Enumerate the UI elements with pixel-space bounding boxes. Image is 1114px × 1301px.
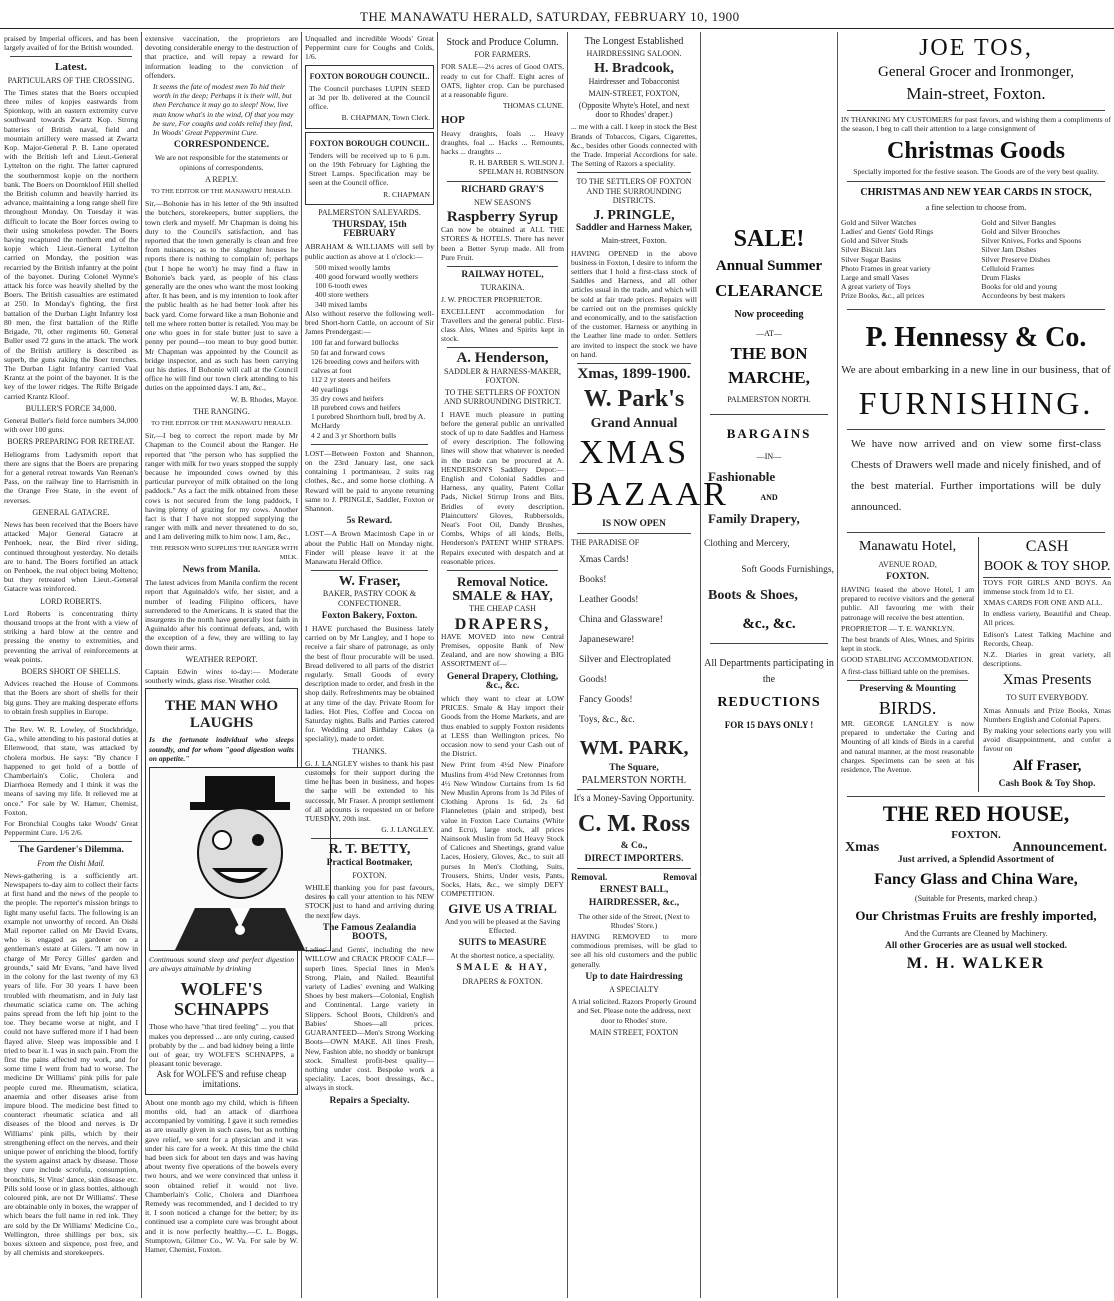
fifteen-days: FOR 15 DAYS ONLY !: [724, 720, 814, 730]
tos-item: Large and small Vases: [841, 273, 909, 283]
poem: It seems the fate of modest men To hid their worth in the deep; Perhaps it is their will, but then Perchance it may go to sleep! Now, live man know what's in the wind, Of that you may be sure, For coughs and colds relief they find, In Woods' Great Peppermint Cure.: [153, 82, 294, 138]
pringle-settlers: TO THE SETTLERS OF FOXTON AND THE SURROUNDING DISTRICTS.: [576, 177, 692, 205]
hotel-stabling: GOOD STABLING ACCOMMODATION.: [841, 655, 974, 665]
cards-subheading: a fine selection to choose from.: [925, 202, 1027, 212]
xmas-year: Xmas, 1899-1900.: [577, 366, 691, 383]
railway-text: EXCELLENT accommodation for Travellers and the general public. First-class Ales, Wines and Spirits kept in stock.: [441, 306, 564, 344]
toys-text: TOYS FOR GIRLS AND BOYS. An immense stock from 1d to £1.: [983, 577, 1111, 596]
hennessy-text: We have now arrived and on view some first-class Chests of Drawers well made and nicely finished, and of the best material. Further importations will be duly announced.: [851, 437, 1101, 513]
sale-item: 400 good forward woolly wethers: [315, 272, 418, 282]
gray-text: Can now be obtained at ALL THE STORES & HOTELS. There has never been a Better Syrup made. All from Pure Fruit.: [441, 225, 564, 262]
hotel-address: AVENUE ROAD,: [878, 559, 937, 569]
column-divider: [567, 32, 568, 1298]
trial-heading: GIVE US A TRIAL: [448, 901, 557, 917]
announcement-label: Announcement.: [1012, 840, 1107, 856]
tos-subheading: General Grocer and Ironmonger,: [878, 64, 1074, 80]
thanks-signature: G. J. LANGLEY.: [381, 825, 434, 835]
railway-heading: RAILWAY HOTEL,: [461, 270, 544, 281]
suits-heading: SUITS to MEASURE: [458, 938, 547, 949]
stock-subheading: FOR FARMERS.: [474, 50, 531, 60]
red-house-text: Just arrived, a Splendid Assortment of: [897, 855, 1055, 866]
railway-subheading: TURAKINA.: [480, 283, 525, 293]
sale-item: 4 2 and 3 yr Shorthorn bulls: [311, 430, 397, 440]
speciality: A SPECIALTY: [609, 984, 659, 994]
cards-text: In endless variety, Beautiful and Cheap. All prices.: [983, 609, 1111, 628]
article-text: extensive vaccination, the proprietors are devoting considerable energy to the destruction of that practice, and will repay a reward for information leading to the conviction of offenders.: [145, 34, 298, 80]
heading-gardener: The Gardener's Dilemma.: [18, 845, 124, 856]
article-text: Lord Roberts is concentrating thirty thousand troops at the front with a view of striking a hard blow at the centre and pressing the enemy to extremities, and preventing the arrival of reinforcements at weak points.: [4, 608, 138, 664]
notice-heading: FOXTON BOROUGH COUNCIL.: [309, 138, 430, 148]
tos-item: Silver Jam Dishes: [981, 245, 1037, 255]
bradcook-address: MAIN-STREET, FOXTON,: [588, 88, 680, 98]
tos-item: Gold and Silver Brooches: [981, 227, 1061, 237]
bon-marche: THE BON MARCHE,: [728, 344, 810, 387]
ball-subheading: HAIRDRESSER, &c.,: [588, 898, 680, 909]
sale-item: 18 purebred cows and heifers: [311, 402, 401, 412]
xmas-bazaar: XMAS BAZAAR: [571, 433, 729, 513]
article-text: Unqualled and incredible Woods' Great Peppermint cure for Coughs and Colds, 1/6.: [305, 34, 434, 62]
pringle-address: Main-street, Foxton.: [601, 236, 667, 246]
tos-item: Gold and Silver Watches: [841, 217, 917, 227]
and-label: AND: [760, 493, 778, 502]
zealandia-text: Ladies' and Gents', including the new WILLOW and CRACK PROOF CALF—superb lines. Special lines in Men's Strong, Plain, and Nailed. Beautiful variety of Ladies' evening and Walking Shoes by best makers—Colonial, English and Continental. Large variety in Slippers. School Boots, Children's and Babies' Shoes—all prices. GUARANTEED—Men's Strong Working Boots—OWN MAKE. All lines Fresh, New, Fashion able, no shoddy or bankrupt stock. Smallest profit-best quality—nothing under cost. Bespoke work a speciality. Laces, boot dressings, &c., always in stock.: [305, 945, 434, 1093]
hotel-town: FOXTON.: [886, 571, 929, 582]
tos-address: Main-street, Foxton.: [906, 84, 1046, 103]
red-house-town: FOXTON.: [951, 828, 1001, 841]
column-correspondence: [145, 34, 298, 1296]
henderson-settlers: TO THE SETTLERS OF FOXTON AND SURROUNDING DISTRICT.: [444, 388, 561, 407]
subheading-shells: BOERS SHORT OF SHELLS.: [21, 667, 121, 676]
henderson-subheading: SADDLER & HARNESS-MAKER, FOXTON.: [443, 366, 562, 385]
betty-town: FOXTON.: [352, 870, 387, 880]
letter-address: TO THE EDITOR OF THE MANAWATU HERALD.: [151, 188, 292, 196]
toy-shop-heading: BOOK & TOY SHOP.: [983, 557, 1111, 578]
lost-notice: LOST—A Brown Macintosh Cape in or about the Public Hall on Monday night. Finder will please leave it at the Manawatu Herald Office.: [305, 529, 434, 566]
bazaar-item: Silver and Electroplated Goods!: [579, 654, 671, 685]
tos-item: Celluloid Frames: [981, 263, 1034, 273]
hotel-text: The best brands of Ales, Wines, and Spirits kept in stock.: [841, 635, 975, 654]
stock-heading: Stock and Produce Column.: [446, 37, 559, 48]
hennessy-heading: P. Hennessy & Co.: [865, 321, 1087, 353]
family-drapery: Family Drapery,: [708, 511, 800, 526]
bazaar-item: Fancy Goods!: [579, 694, 633, 705]
zealandia-heading: The Famous Zealandia BOOTS,: [322, 922, 417, 943]
bazaar-item: Books!: [579, 574, 607, 585]
drapery-line: Soft Goods Furnishings,: [741, 565, 834, 575]
column-ads-park: [571, 34, 729, 1296]
annuals-text: Xmas Annuals and Prize Books, Xmas Numbers English and Colonial Papers.: [983, 705, 1111, 724]
bradcook-address: (Opposite Whyte's Hotel, and next door to Rhodes' draper.): [578, 101, 690, 120]
hotel-text: HAVING leased the above Hotel, I am prepared to receive visitors and the general public. All favouring me with their patronage will receive the best attention.: [841, 585, 975, 622]
removal-label: Removal.: [571, 871, 608, 882]
tos-item: Ladies' and Gents' Gold Rings: [841, 227, 934, 237]
other-groceries: All other Groceries are as usual well stocked.: [884, 940, 1068, 951]
tos-item: Silver Preserve Dishes: [981, 254, 1051, 264]
notice-heading: FOXTON BOROUGH COUNCIL.: [309, 71, 430, 81]
article-text: The Times states that the Boers occupied three miles of kopjes eastwards from Spionkop, with an eastern extremity curve southward towards Zwartz Kop. Strong batteries of British naval, field and mountain artillery were massed at Zwartz Kop. Major-General P. B. Lane operated with the British left and Lieut.-General Lyttelton on the right. The latter captured the southernmost kopje on the northern bank. The Boers on Doornkloof Hill shelled the British column and heavily harried its advance, maintaining a long range shell fire throughout Monday. On Tuesday it was difficult to locate the Boer forces owing to their using smokeless powder. The Boers having recaptured the northern end of the kopje which Lieut.-General Lyttelton carried on Monday, the position was recarried by the British infantry at the point of the bayonet. During Colonel Wynne's attack his force was heavily shelled by the Boers. The British casualties are estimated at 250. In Monday's fighting, the first battalion of the Durban Light Infantry lost 80 men, the first battalion of the Rifle Brigade, 70, other regiments 60. General Buller used 72 guns in the attack. The work of the British artillery is described as superb, the guns raking the Boer trenches. The Durban Light Infantry carried Vaal Krantz at the point of the bayonet. It is the key of the lower ridges. The Rifle Brigade carried Krantz Kloof.: [4, 87, 138, 401]
now-open: IS NOW OPEN: [602, 518, 666, 529]
column-divider: [141, 32, 142, 1298]
sale-item: 35 dry cows and heifers: [311, 393, 384, 403]
letter-signature: W. B. Rhodes, Mayor.: [230, 394, 298, 404]
gray-heading: RICHARD GRAY'S: [461, 184, 544, 195]
sale-text: Also without reserve the following well-bred Short-horn Cattle, on account of Sir James Prendergast:—: [305, 308, 434, 337]
uptodate-heading: Up to date Hairdressing: [585, 971, 683, 982]
smale-heading: SMALE & HAY,: [452, 589, 553, 605]
subheading-source: From the Oishi Mail.: [37, 858, 105, 868]
ball-text: The other side of the Street, (Next to Rhodes' Store.): [578, 911, 690, 930]
article-intro: praised by Imperial officers, and has been largely availed of for the British wounded.: [4, 34, 138, 53]
now-proceeding: Now proceeding: [734, 309, 804, 320]
birds: BIRDS.: [878, 698, 937, 719]
henderson-text: I HAVE much pleasure in putting before the general public an unrivalled stock of up to date Saddles and Harness of every description. The following lines will show that whatever is needed in the trade can be procured at A. HENDERSON'S Saddlery Depot:—English and Colonial Saddles and Harness, any quality, Patent Collar Pads, Nickel Stirrup Irons and Bits, Bridles of every description, Plaincutters' Gloves, Rubbersolds, Neat's Foot Oil, Dandy Brushes, Combs, Whips of all kinds, Bells, Henderson's PATENT WHIP STRAPS. Repairs executed with despatch and at reasonable prices.: [441, 409, 564, 566]
ad-caption: Continuous sound sleep and perfect digestion are always attainable by drinking: [149, 955, 294, 974]
red-house: THE RED HOUSE,: [882, 800, 1070, 826]
raspberry-heading: Raspberry Syrup: [446, 209, 559, 226]
tos-item: Silver Biscuit Jars: [841, 245, 897, 255]
smale-subheading: THE CHEAP CASH: [469, 604, 536, 614]
fancy-glass: Fancy Glass and China Ware,: [874, 870, 1078, 888]
reward-heading: 5s Reward.: [346, 516, 393, 527]
article-text: News has been received that the Boers have attacked Major General Gatacre at Penhoek, near, the Bird river siding, continued throughout yesterday. No details are to hand. The Boers fortified an attack on Penhoek, the real object being Molteno; but they retreated when Lieut.-General Gatacre was reinforced.: [4, 519, 138, 594]
christmas-goods: Christmas Goods: [886, 138, 1066, 165]
column-divider: [700, 32, 701, 1298]
subheading-gatacre: GENERAL GATACRE.: [32, 507, 110, 517]
article-text: General Buller's field force numbers 34,000 with over 100 guns.: [4, 415, 138, 435]
article-text: Captain Edwin wires to-day:— Moderate southerly winds, glass rise. Weather cold.: [145, 667, 298, 686]
bargains: BARGAINS: [726, 426, 812, 441]
birds-heading: Preserving & Mounting: [859, 683, 956, 694]
ball-heading: ERNEST BALL,: [599, 885, 669, 896]
sale-heading: SALE!: [733, 226, 805, 252]
ad-footer: Ask for WOLFE'S and refuse cheap imitations.: [156, 1069, 287, 1089]
masthead-title: THE MANAWATU HERALD, SATURDAY, FEBRUARY 10, 1900: [360, 9, 740, 24]
xmas-label: Xmas: [845, 840, 880, 856]
column-merchants: [841, 34, 1111, 1296]
bazaar-item: Japaneseware!: [579, 634, 635, 645]
stock-items: Heavy draughts, foals ... Heavy draughts, foal ... Hacks ... Remounts, hacks ... draughts ...: [441, 128, 564, 157]
tos-item: Silver Sugar Basins: [841, 254, 901, 264]
sale-item: 126 breeding cows and heifers with calves at foot: [311, 356, 420, 376]
direct-importers: DIRECT IMPORTERS.: [584, 853, 684, 864]
hotel-proprietor: PROPRIETOR — T. E. WANKLYN.: [841, 623, 955, 633]
tos-item: Books for old and young: [981, 282, 1057, 292]
cm-ross: C. M. Ross: [578, 810, 690, 837]
bazaar-item: Leather Goods!: [579, 594, 639, 605]
bradcook-text: ... me with a call. I keep in stock the Best Brands of Tobaccos, Cigars, Cigarettes, &c., besides other Goods connected with the Trade. Imperial Accordions for sale. The Setting of Razors a speciality.: [571, 122, 697, 169]
hotel-heading: Manawatu Hotel,: [858, 538, 957, 554]
fraser-subheading: BAKER, PASTRY COOK & CONFECTIONER.: [322, 589, 417, 608]
tos-item: Gold and Silver Bangles: [981, 217, 1056, 227]
subheading-boers: BOERS PREPARING FOR RETREAT.: [7, 437, 135, 447]
money-saving: It's a Money-Saving Opportunity.: [573, 793, 695, 804]
fraser-heading: W. Fraser,: [338, 574, 401, 590]
stock-text: FOR SALE—2½ acres of Good OATS, ready to cut for Chaff. Eight acres of OATS, lighter crop. Can be purchased at a reasonable figure.: [441, 62, 564, 100]
alf-fraser: Alf Fraser,: [1012, 757, 1082, 774]
longest-subheading: HAIRDRESSING SALOON.: [586, 49, 682, 59]
paradise-heading: THE PARADISE OF: [571, 537, 640, 547]
removal-heading: Removal Notice.: [457, 573, 548, 589]
article-text: Advices reached the House of Commons that the Boers are short of shells for their big guns. They are making desperate efforts to obtain fresh supplies in Europe.: [4, 679, 138, 716]
tos-item: Silver Knives, Forks and Spoons: [981, 236, 1082, 246]
in-label: —IN—: [756, 452, 782, 461]
furnishing: FURNISHING.: [858, 384, 1094, 421]
park-square: The Square,: [609, 762, 659, 773]
letter-text: Sir,—I beg to correct the report made by Mr Chapman to the Council about the Ranger. He reported that "the person who has supplied the ranger with milk for two years stopped the supply because he impounded cows owned by this particular purveyor of milk obtained on the long paddock." As a fact the milk obtained from these cows is not secured from the long paddock, I having plenty of grazing for my cows. Another fact is that I have not stopped supplying the ranger with milk and never threatened to do so, and I am delivering milk to him now. I am, &c.,: [145, 431, 298, 542]
ad-text: Those who have "that tired feeling" ... you that makes you depressed ... are only curing, caused probably by the ... and bad kidney being a little out of gear, try WOLFE'S SCHNAPPS, a pleasant tonic beverage.: [149, 1022, 294, 1069]
park-heading: W. Park's: [583, 386, 685, 413]
ball-street: MAIN STREET, FOXTON: [589, 1027, 679, 1037]
letter-address: TO THE EDITOR OF THE MANAWATU HERALD.: [151, 419, 292, 427]
fraser-bakery: Foxton Bakery, Foxton.: [321, 610, 418, 621]
suitable-text: (Suitable for Presents, marked cheap.): [914, 893, 1038, 903]
tos-item: Photo Frames in great variety: [841, 263, 931, 273]
sale-item: 40 yearlings: [311, 384, 349, 394]
fashionable: Fashionable: [708, 469, 776, 484]
column-divider: [437, 32, 438, 1298]
heading-correspondence: CORRESPONDENCE.: [173, 140, 270, 151]
column-divider: [837, 32, 838, 1298]
railway-proprietor: J. W. PROCTER PROPRIETOR.: [441, 295, 543, 305]
henderson-heading: A. Henderson,: [456, 350, 549, 367]
column-bon-marche: [704, 34, 834, 1296]
fraser-text: I HAVE purchased the Business lately carried on by Mr Langley, and I hope to receive a fair share of patronage, as only the best of flour procurable will be used. Bread delivered to all parts of the district regularly. Small Goods of every description made to order, and fresh in the shop daily. Refreshments may be obtained at any time of the day. Private Room for ladies. Hot Pies, Coffee and Cocoa on Saturday nights. Balls and Parties catered for. Wedding and Birthday Cakes (a speciality), made to order.: [305, 623, 434, 744]
park-town: PALMERSTON NORTH.: [581, 775, 687, 787]
smale-footer: SMALE & HAY,: [456, 963, 549, 974]
article-text: For Bronchial Coughs take Woods' Great Peppermint Cure. 1/6 2/6.: [4, 819, 138, 838]
sale-item: 100 fat and forward bullocks: [311, 338, 399, 348]
thanks-heading: THANKS.: [352, 746, 387, 756]
subheading-crossing: PARTICULARS OF THE CROSSING.: [7, 75, 135, 85]
smale-goods: General Drapery, Clothing, &c., &c.: [446, 671, 559, 691]
notice-text: The Council purchases LUPIN SEED at 3d per lb. delivered at the Council office.: [309, 83, 430, 112]
notice-signature: B. CHAPMAN, Town Clerk.: [341, 113, 430, 123]
thanks-text: G. J. LANGLEY wishes to thank his past customers for their support during the time he has been in business, and hopes the same will be extended to his successor, Mr Fraser. A prompt settlement of all accounts is requested on or before TUESDAY, 20th inst.: [305, 758, 434, 824]
sale-item: 112 2 yr steers and heifers: [311, 375, 391, 385]
bon-marche-town: PALMERSTON NORTH.: [727, 395, 811, 404]
ad-brand: WOLFE'S SCHNAPPS: [173, 979, 269, 1020]
column-divider: [301, 32, 302, 1298]
drapers-heading: DRAPERS,: [454, 615, 551, 633]
walker-signature: M. H. WALKER: [906, 955, 1046, 973]
tos-item: Drum Flasks: [981, 273, 1021, 283]
betty-heading: R. T. BETTY,: [328, 842, 411, 858]
hennessy-text: We are about embarking in a new line in our business, that of: [841, 363, 1111, 376]
wm-park: WM. PARK,: [579, 736, 689, 759]
smale-footer-sub: DRAPERS & FOXTON.: [462, 976, 543, 986]
stock-names: R. H. BARBER S. WILSON J. SPELMAN H. ROBINSON: [469, 158, 564, 177]
column-news-war: [4, 34, 138, 1296]
cash-heading: CASH: [1025, 537, 1069, 555]
column-stores: [441, 34, 564, 1296]
betty-text: WHILE thanking you for past favours, desires to call your attention to his NEW STOCK just to hand and arriving during the next few days.: [305, 883, 434, 920]
subheading-buller: BULLER'S FORCE 34,000.: [25, 403, 117, 413]
langley-text: MR. GEORGE LANGLEY is now prepared to undertake the Curing and Mounting of all kinds of Birds in a careful and natural manner, at the most reasonable charges. Specimens can be seen at his residence, The Avenue.: [841, 719, 975, 775]
wolfe-schnapps-ad: [145, 688, 298, 1094]
bazaar-item: China and Glassware!: [579, 614, 663, 625]
heading-manila: News from Manila.: [182, 564, 261, 575]
xmas-presents: Xmas Presents: [1002, 672, 1092, 689]
tos-text: Specially imported for the festive season. The Goods are of the very best quality.: [853, 167, 1099, 177]
sale-date: THURSDAY, 15th FEBRUARY: [332, 220, 407, 240]
sale-item: 1 purebred Shorthorn bull, bred by A. McHardy: [311, 412, 426, 431]
tos-item: Prize Books, &c., all prices: [841, 291, 925, 301]
bradcook-subheading: Hairdresser and Tobacconist: [588, 76, 680, 86]
hop-heading: HOP: [441, 114, 465, 127]
smale-text: which they want to clear at LOW PRICES. Smale & Hay import their Goods from the Home Markets, and are thus enabled to supply Foxton residents at LESS than Wellington prices. No occasion now to send your Cash out of the District.: [441, 693, 564, 759]
tos-heading: JOE TOS,: [919, 35, 1033, 61]
column-notices: [305, 34, 434, 1296]
tos-item: A great variety of Toys: [841, 282, 911, 292]
boots-shoes: Boots & Shoes,: [708, 588, 798, 603]
hotel-billiard: A first-class billiard table on the premises.: [841, 666, 970, 676]
letter-text: Sir,—Bohonie has in his letter of the 9th insulted the butchers, storekeepers, butter suppliers, the town clerk and myself. Mr Chapman is doing his duty to the Council's satisfaction, and has reported that the town generally is clean and free from nuisances; as to the slaughter houses he reports there is nothing to complain of; perhaps (but I hope he won't) he may find a flaw in Bohonie's back yard, as people of his class generally are the ones who want the most looking after. It has been, and is my intention to look after the public health as he had better look after his back yard. Come forward like a man Bohonie and tell me where rotten butter is retailed. You may be one who goes in for stale butter just to save a penny per pound—too mean to buy good butter. Mr Chapman was appointed by the Council as bridge inspector, and as such has been carrying out his duties. If Bohonie will call at the Council office he will find our town clerk attending to his duties on the appointed days. I am, &c.,: [145, 199, 298, 393]
diaries-text: N.Z. Diaries in great variety, all descriptions.: [983, 650, 1111, 669]
laughing-man-illustration: [149, 767, 331, 951]
longest-heading: The Longest Established: [584, 36, 684, 47]
xmas-cards: XMAS CARDS FOR ONE AND ALL.: [983, 598, 1103, 608]
article-text: About one month ago my child, which is fifteen months old, had an attack of diarrhoea accompanied by vomiting. I gave it such remedies as are usually given in such cases, but as nothing gave relief, we sent for a physician and it was under his care for a week. At this time the child had been sick for about ten days and was having about twenty five operations of the bowels every two hours, and we were convinced that unless it soon obtained relief it would not live. Chamberlain's Colic, Cholera and Diarrhoea Remedy was recommended, and I decided to try it. I soon noticed a change for the better; by its continued use a complete cure was brought about and it is now perfectly healthy.—C. L. Boggs, Stumptown, Gilmer Co., W. Va. For sale by W. Hamer, Chemist, Foxton.: [145, 1097, 298, 1255]
ball-text: HAVING REMOVED to more commodious premises, will be glad to see all his old customers and the public generally.: [571, 931, 697, 969]
sale-item: 50 fat and forward cows: [311, 347, 385, 357]
reductions: REDUCTIONS: [717, 695, 821, 710]
article-text: The Rev. W. R. Lowley, of Stockbridge, Ga., while attending to his pastoral duties at Ellenwood, that state, was attacked by cholera morbus. He says: "By chance I happened to get hold of a bottle of Chamberlain's Colic, Cholera and Diarrhoea Remedy and I think it was the means of saving my life. It relieved me at once." For sale by W. Hamer, Chemist, Foxton.: [4, 725, 138, 817]
repairs-heading: Repairs a Specialty.: [329, 1095, 410, 1106]
ball-footer: A trial solicited. Razors Properly Ground and Set. Please note the address, next door to Rhodes' store.: [571, 997, 697, 1025]
pringle-heading: J. PRINGLE,: [593, 208, 675, 224]
cards-heading: CHRISTMAS AND NEW YEAR CARDS IN STOCK,: [860, 186, 1092, 198]
clearance: CLEARANCE: [715, 281, 823, 300]
smale-text: HAVE MOVED into new Central Premises, opposite Bank of New Zealand, and are now showing a BIG ASSORTMENT of—: [441, 631, 564, 669]
sale-item: 100 6-tooth ewes: [315, 281, 368, 291]
sale-heading: PALMERSTON SALEYARDS.: [318, 207, 421, 217]
article-text: Heliograms from Ladysmith report that there are signs that the Boers are preparing for a general retreat towards Van Reenan's Pass, on the railway line to Harrismith in the Orange Free State, in the event of reverses.: [4, 449, 138, 505]
alf-sub: Cash Book & Toy Shop.: [998, 778, 1096, 789]
drapery-line: Clothing and Mercery,: [704, 539, 790, 549]
lost-notice: LOST—Between Foxton and Shannon, on the 23rd January last, one sack containing 1 portmanteau, 2 suits rag clothes, &c., and some horse clothing. A Reward will be paid to anyone returning same to J. PRINGLE, Saddler, Foxton or Shannon.: [305, 448, 434, 513]
letter-signature: THE PERSON WHO SUPPLIES THE RANGER WITH MILK.: [149, 544, 298, 561]
betty-subheading: Practical Bootmaker,: [326, 857, 413, 868]
pringle-text: HAVING OPENED in the above business in Foxton, I desire to inform the settlers that I hold a first-class stock of Saddles and Harness, and all other articles usual in the trade, and which will be sold at fair trade prices. Repairs will be carried out on the premises quickly and economically, and to the satisfaction of the customer. Harness or anything in the Leather line made to order. Settlers are invited to inspect the stock we have on hand.: [571, 248, 697, 359]
article-text: News-gathering is a sufficiently art. Newspapers to-day aim to collect their facts at first hand and the news of the people to the people. The reporter's mission brings to light many useful facts. The following is an example not unworthy of record. An Oishi Mail reporter called on Mr David Evans, who is engaged as gardener on a gentleman's estate at Gilers. "I am now in charge of Mr Percy Gilles' garden and grounds," said Mr Evans, "and have lived in the colony for the last twenty of my 63 years of life. For 30 years I have been troubled with rheumatism, and in July last rheumatic sciatica came on. The aching pains spread from the left hip joint to the toe. They became worse at night, and I could not have suffered more if I had been flayed alive. Sleep was impossible and I tried to bear it. I was in such pain. From the first the pains affected my work, and for some time I went from bad to worse. The medicine Dr Williams' pink pills for pale people cured me. Rheumatism, sciatica, anaemia and other diseases arise from impure blood. The medicine best fitted to counteract rheumatic sciatica and all diseases of the blood and nerves is Dr Williams' pink pills, which by their strengthening effect on the nerves, and their unique power of enriching the blood, fortify the system against attack by disease. Those they cure include scrofula, consumption, bronchitis, St Vitus' dance, skin disease etc. Pills sold loose or in glass bottles, although coloured pink, are not Dr Williams'. These are obtainable only in boxes, the wrapper of which bears the full name in red ink. They are sold by the Dr Williams' Medicine Co., Wellington, three shillings per box, six boxes sixteen and sixpence, post free, and by all chemists and storekeepers.: [4, 870, 138, 1258]
editorial-note: We are not responsible for the statements or opinions of correspondents.: [154, 153, 289, 172]
subheading-roberts: LORD ROBERTS.: [40, 596, 102, 606]
notice-signature: R. CHAPMAN: [383, 189, 430, 199]
pringle-subheading: Saddler and Harness Maker,: [575, 223, 693, 234]
select-text: By making your selections early you will avoid disappointment, and confer a favour on: [983, 726, 1111, 754]
etc: &c., &c.: [742, 616, 796, 632]
section-heading-latest: Latest.: [54, 61, 88, 74]
tos-item: Accordeons by best makers: [981, 291, 1066, 301]
subheading-reply: A REPLY.: [205, 174, 238, 184]
article-text: The latest advices from Manila confirm the recent report that Aguinaldo's wife, her sister, and a number of leading Filipino officers, have surrendered to the Americans. It is stated that the insurgents in the north have generally lost faith in Aguinaldo after his continual defeats, and, with the exception of a few, they are willing to lay down their arms.: [145, 578, 298, 652]
sale-item: 500 mixed woolly lambs: [315, 262, 391, 272]
tos-item: Gold and Silver Studs: [841, 236, 908, 246]
removal-label: Removal: [663, 871, 697, 882]
departments: All Departments participating in the: [704, 658, 834, 685]
sale-item: 400 store wethers: [315, 290, 369, 300]
cm-ross-co: & Co.,: [620, 840, 648, 851]
at-label: —AT—: [756, 329, 782, 338]
masthead: [0, 0, 1114, 29]
smale-list: New Print from 4½d New Pinafore Muslins from 4½d New Cretonnes from 4½ New Window Curtains from 1s 6d New Muslin Aprons from 1s 3d Piles of Clothing Aprons 1s 6d, 2s 6d Flannelettes (plain and striped), best value in Foxton Lace Curtains (White and Ecru), large stock, all prices Nainsook Muslin from 5d Heavy Stock of Calicoes and Sheetings, grand value Laces, Hosiery, Gloves, &c., to suit all purses In Men's Clothing, Suits, Trousers, Shirts, Under vests, Pants, Socks, Hats, &c., we simply DEFY COMPETITION.: [441, 760, 564, 899]
annual-summer: Annual Summer: [715, 258, 823, 274]
bradcook-heading: H. Bradcook,: [594, 61, 674, 77]
gray-subheading: NEW SEASON'S: [473, 197, 532, 207]
notice-text: Tenders will be received up to 6 p.m. on the 19th February for Lighting the Street Lamps. Specification may be seen at the Council office.: [309, 150, 430, 188]
ad-text: Is the fortunate individual who sleeps soundly, and for whom "good digestion waits on appetite.": [149, 735, 294, 763]
grand-annual: Grand Annual: [590, 416, 678, 432]
edison-text: Edison's Latest Talking Machine and Records, Cheap.: [983, 629, 1111, 648]
sale-text: ABRAHAM & WILLIAMS will sell by public auction as above at 1 o'clock:—: [305, 242, 434, 261]
tos-text: IN THANKING MY CUSTOMERS for past favors, and wishing them a compliments of the season, I beg to call their attention to a large consignment of: [841, 115, 1111, 134]
subheading-weather: WEATHER REPORT.: [185, 654, 258, 664]
suits-text: At the shortest notice, a speciality.: [450, 951, 555, 961]
bazaar-item: Toys, &c., &c.: [579, 714, 635, 725]
to-suit: TO SUIT EVERYBODY.: [1006, 693, 1089, 703]
subheading-ranging: THE RANGING.: [193, 406, 250, 416]
bazaar-item: Xmas Cards!: [579, 554, 629, 565]
stock-signature: THOMAS CLUNE.: [502, 101, 564, 111]
trial-text: And you will be pleased at the Saving Effected.: [444, 916, 561, 935]
sale-item: 340 mixed lambs: [315, 299, 368, 309]
cleaned-text: And the Currants are Cleaned by Machinery.: [904, 928, 1048, 938]
christmas-fruits: Our Christmas Fruits are freshly imported,: [855, 907, 1097, 923]
ad-title: THE MAN WHO LAUGHS: [164, 698, 279, 732]
